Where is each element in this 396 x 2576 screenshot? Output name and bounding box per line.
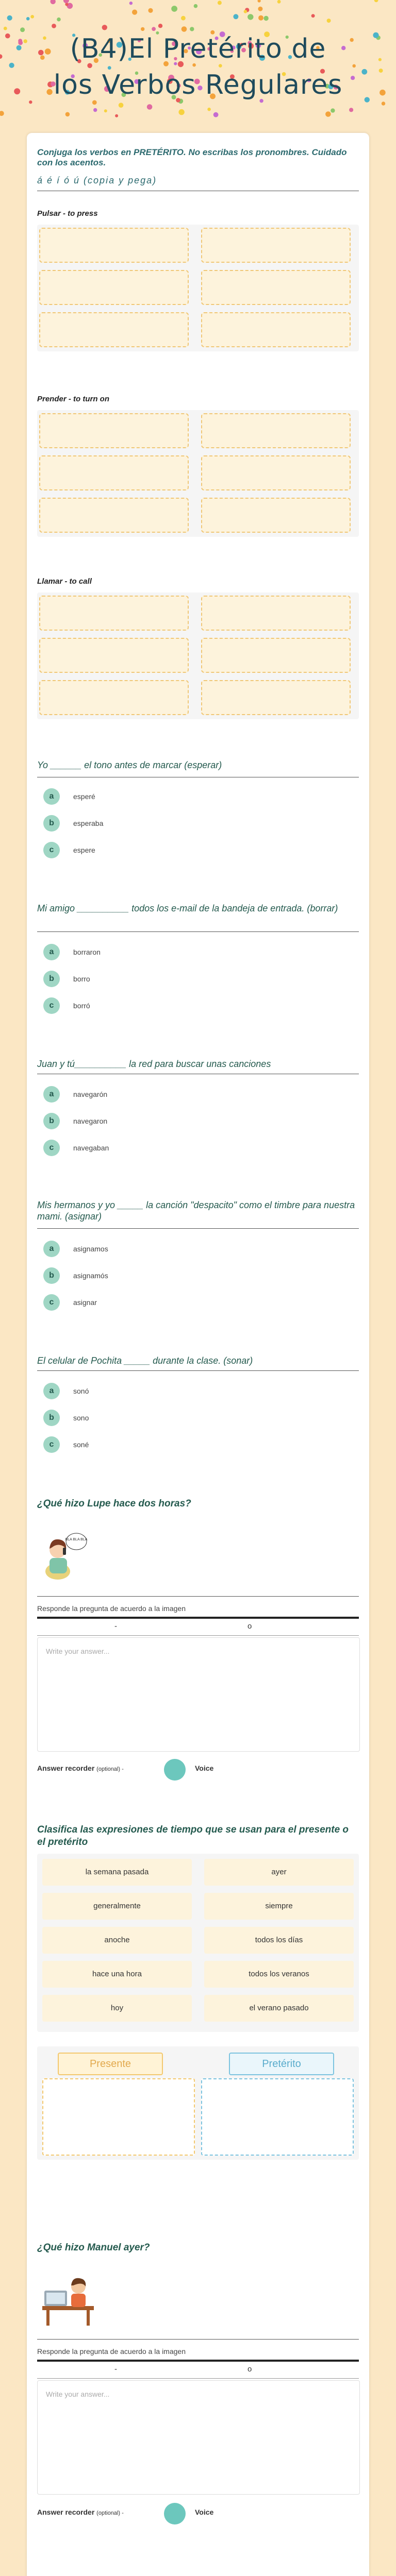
option-text[interactable]: esperaba [73, 819, 104, 827]
conjugation-slot[interactable] [201, 596, 351, 631]
conjugation-slot[interactable] [39, 312, 189, 347]
conjugation-slot[interactable] [39, 270, 189, 305]
column-header: o [248, 1622, 252, 1631]
draggable-expression[interactable]: generalmente [42, 1893, 192, 1920]
option-text[interactable]: esperé [73, 792, 95, 801]
confetti-dot [244, 10, 248, 13]
classify-heading: Clasifica las expresiones de tiempo que se usan para el presente o el pretérito [37, 1824, 349, 1848]
confetti-dot [102, 25, 107, 30]
confetti-dot [277, 0, 281, 4]
option-text[interactable]: borró [73, 1002, 90, 1010]
answer-placeholder: Write your answer... [46, 1647, 110, 1655]
option-letter-b[interactable]: b [43, 1410, 60, 1426]
confetti-dot [148, 8, 153, 13]
draggable-expression[interactable]: el verano pasado [204, 1995, 354, 2022]
speech-bubble-text: BLA BLA BLA [65, 1538, 88, 1541]
confetti-dot [327, 19, 331, 23]
recorder-optional-text: (optional) - [96, 1766, 124, 1772]
verb-grid-prender [37, 410, 359, 537]
accent-characters: á é í ó ú (copia y pega) [37, 175, 157, 185]
confetti-dot [178, 109, 184, 115]
confetti-dot [331, 108, 335, 112]
confetti-dot [152, 27, 156, 31]
confetti-dot [171, 6, 177, 12]
option-letter-b[interactable]: b [43, 815, 60, 832]
draggable-expression[interactable]: ayer [204, 1859, 354, 1886]
confetti-dot [93, 108, 97, 112]
recorder-label-text: Answer recorder [37, 2508, 95, 2516]
conjugation-slot[interactable] [201, 455, 351, 490]
confetti-dot [207, 108, 211, 111]
confetti-dot [26, 17, 30, 21]
column-header: - [114, 1622, 117, 1631]
confetti-dot [4, 27, 7, 30]
option-letter-c[interactable]: c [43, 1140, 60, 1156]
confetti-dot [65, 3, 68, 6]
classify-items-grid [37, 1854, 359, 2032]
confetti-dot [248, 14, 253, 20]
question-4: Mis hermanos y yo _____ la canción "despacito" como el timbre para nuestra mami. (asignar) [37, 1200, 355, 1222]
option-letter-a[interactable]: a [43, 944, 60, 960]
confetti-dot [119, 103, 124, 108]
confetti-dot [51, 0, 56, 4]
answer-table-header [37, 1617, 359, 1636]
recorder-label [37, 2508, 124, 2516]
verb-label-prender: Prender - to turn on [37, 395, 109, 403]
option-letter-a[interactable]: a [43, 1241, 60, 1257]
divider [37, 2339, 359, 2340]
conjugation-slot[interactable] [39, 228, 189, 263]
verb-label-llamar: Llamar - to call [37, 577, 92, 586]
option-text[interactable]: borro [73, 975, 90, 983]
verb-grid-llamar [37, 592, 359, 719]
confetti-dot [311, 14, 315, 18]
divider [37, 1228, 359, 1229]
conjugation-slot[interactable] [201, 228, 351, 263]
option-text[interactable]: sono [73, 1414, 89, 1422]
confetti-dot [349, 108, 353, 112]
title-line-2: los Verbos Regulares [53, 70, 343, 100]
conjugation-slot[interactable] [201, 638, 351, 673]
confetti-dot [158, 24, 162, 28]
presente-category-banner: Presente [58, 2053, 163, 2075]
question-5: El celular de Pochita _____ durante la clase. (sonar) [37, 1355, 253, 1366]
option-letter-c[interactable]: c [43, 1294, 60, 1311]
manuel-prompt: Responde la pregunta de acuerdo a la imagen [37, 2347, 186, 2355]
confetti-dot [141, 27, 144, 31]
answer-table-header [37, 2360, 359, 2379]
option-letter-c[interactable]: c [43, 842, 60, 858]
option-text[interactable]: navegaban [73, 1144, 109, 1152]
option-letter-c[interactable]: c [43, 1436, 60, 1453]
confetti-dot [7, 15, 12, 21]
option-letter-b[interactable]: b [43, 1267, 60, 1284]
voice-record-button[interactable] [164, 2503, 186, 2524]
confetti-dot [233, 14, 238, 19]
divider [37, 1596, 359, 1597]
column-header: - [114, 2365, 117, 2374]
divider [37, 1370, 359, 1371]
voice-record-button[interactable] [164, 1759, 186, 1781]
confetti-dot [57, 18, 61, 22]
option-text[interactable]: asignamós [73, 1272, 108, 1280]
option-text[interactable]: asignar [73, 1298, 97, 1307]
question-3: Juan y tú__________ la red para buscar unas canciones [37, 1059, 271, 1069]
option-letter-b[interactable]: b [43, 1113, 60, 1129]
confetti-dot [374, 0, 378, 2]
draggable-expression[interactable]: la semana pasada [42, 1859, 192, 1886]
lupe-heading: ¿Qué hizo Lupe hace dos horas? [37, 1498, 191, 1509]
divider [37, 931, 359, 932]
option-text[interactable]: navegaron [73, 1117, 108, 1125]
confetti-dot [132, 10, 137, 15]
conjugation-slot[interactable] [201, 680, 351, 715]
column-header: o [248, 2365, 252, 2374]
option-letter-a[interactable]: a [43, 788, 60, 805]
lupe-answer-textarea[interactable] [37, 1637, 360, 1752]
confetti-dot [147, 104, 153, 110]
classify-drop-area [37, 2046, 359, 2160]
conjugation-slot[interactable] [201, 270, 351, 305]
confetti-dot [104, 109, 107, 112]
boy-at-computer-illustration [37, 2266, 99, 2328]
confetti-dot [52, 24, 56, 28]
confetti-dot [129, 2, 133, 5]
conjugation-slot[interactable] [39, 596, 189, 631]
lupe-prompt: Responde la pregunta de acuerdo a la imagen [37, 1604, 186, 1613]
draggable-expression[interactable]: hoy [42, 1995, 192, 2022]
confetti-dot [181, 16, 186, 21]
option-text[interactable]: sonó [73, 1387, 89, 1395]
conjugation-slot[interactable] [39, 413, 189, 448]
conjugation-slot[interactable] [39, 638, 189, 673]
draggable-expression[interactable]: todos los días [204, 1927, 354, 1954]
confetti-dot [263, 16, 268, 21]
voice-label: Voice [195, 2508, 214, 2516]
confetti-dot [213, 112, 219, 117]
conjugation-slot[interactable] [201, 312, 351, 347]
presente-drop-zone[interactable] [42, 2078, 195, 2156]
conjugation-slot[interactable] [201, 498, 351, 533]
manuel-answer-textarea[interactable] [37, 2380, 360, 2495]
option-text[interactable]: borraron [73, 948, 101, 956]
confetti-dot [325, 111, 331, 117]
question-1: Yo ______ el tono antes de marcar (esperar) [37, 760, 222, 770]
verb-grid-pulsar [37, 225, 359, 351]
confetti-dot [194, 4, 198, 8]
recorder-label [37, 1764, 124, 1772]
conjugation-slot[interactable] [39, 455, 189, 490]
confetti-dot [0, 111, 4, 116]
voice-label: Voice [195, 1764, 214, 1772]
title-line-1: (B4)El Pretérito de [70, 33, 326, 64]
option-letter-c[interactable]: c [43, 997, 60, 1014]
girl-on-phone-illustration [37, 1524, 89, 1581]
conjugation-slot[interactable] [39, 498, 189, 533]
option-text[interactable]: navegarón [73, 1090, 108, 1098]
recorder-label-text: Answer recorder [37, 1764, 95, 1772]
manuel-heading: ¿Qué hizo Manuel ayer? [37, 2242, 150, 2253]
option-letter-b[interactable]: b [43, 971, 60, 987]
verb-label-pulsar: Pulsar - to press [37, 209, 98, 218]
draggable-expression[interactable]: anoche [42, 1927, 192, 1954]
confetti-dot [30, 15, 34, 19]
draggable-expression[interactable]: siempre [204, 1893, 354, 1920]
confetti-dot [218, 1, 222, 5]
draggable-expression[interactable]: todos los veranos [204, 1961, 354, 1988]
preterito-drop-zone[interactable] [201, 2078, 354, 2156]
preterito-category-banner: Pretérito [229, 2053, 334, 2075]
instructions: Conjuga los verbos en PRETÉRITO. No escribas los pronombres. Cuidado con los acentos. [37, 147, 347, 167]
option-text[interactable]: soné [73, 1440, 89, 1449]
confetti-dot [258, 15, 263, 21]
option-text[interactable]: asignamos [73, 1245, 108, 1253]
recorder-optional-text: (optional) - [96, 2510, 124, 2516]
confetti-dot [63, 0, 69, 3]
draggable-expression[interactable]: hace una hora [42, 1961, 192, 1988]
conjugation-slot[interactable] [201, 413, 351, 448]
confetti-dot [258, 0, 261, 3]
confetti-dot [258, 7, 262, 11]
conjugation-slot[interactable] [39, 680, 189, 715]
option-letter-a[interactable]: a [43, 1086, 60, 1103]
option-text[interactable]: espere [73, 846, 95, 854]
option-letter-a[interactable]: a [43, 1383, 60, 1399]
question-2: Mi amigo __________ todos los e-mail de la bandeja de entrada. (borrar) [37, 903, 338, 913]
worksheet [27, 133, 369, 2576]
confetti-dot [65, 112, 70, 117]
answer-placeholder: Write your answer... [46, 2390, 110, 2398]
confetti-dot [115, 114, 118, 117]
page-title [0, 31, 396, 103]
